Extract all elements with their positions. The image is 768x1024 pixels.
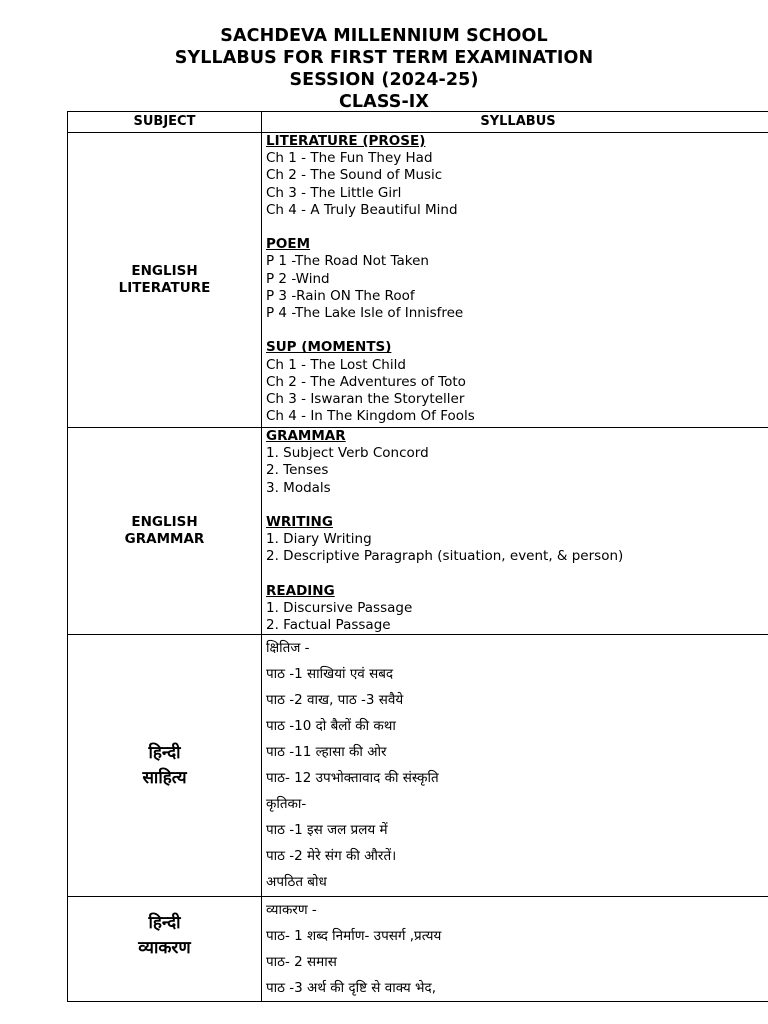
list-item: पाठ -3 अर्थ की दृष्टि से वाक्य भेद, xyxy=(266,980,436,997)
list-item: P 4 -The Lake Isle of Innisfree xyxy=(266,305,464,322)
table-row xyxy=(68,635,768,897)
subject-name-line: LITERATURE xyxy=(118,280,211,296)
subject-name-line: ENGLISH xyxy=(131,513,198,530)
table-header-row xyxy=(68,112,768,133)
table-row xyxy=(68,897,768,1002)
list-item: पाठ -2 वाख, पाठ -3 सवैये xyxy=(266,692,404,709)
section-heading: GRAMMAR xyxy=(266,428,346,444)
syllabus-cell xyxy=(262,897,768,1002)
list-item: P 2 -Wind xyxy=(266,270,330,287)
list-item: 2. Descriptive Paragraph (situation, event, & person) xyxy=(266,548,624,565)
subject-name-line: व्याकरण xyxy=(138,938,191,959)
syllabus-column-header: SYLLABUS xyxy=(262,112,768,133)
list-item: Ch 2 - The Adventures of Toto xyxy=(266,373,466,390)
subject-name-line: GRAMMAR xyxy=(124,531,205,548)
list-item: 1. Diary Writing xyxy=(266,531,372,548)
subject-name-line: हिन्दी xyxy=(148,742,181,763)
list-item: पाठ -11 ल्हासा की ओर xyxy=(266,744,387,761)
list-item: Ch 4 - In The Kingdom Of Fools xyxy=(266,408,475,425)
list-item: Ch 3 - The Little Girl xyxy=(266,184,402,201)
list-item: कृतिका- xyxy=(266,796,307,813)
class-label: CLASS-IX xyxy=(338,92,430,112)
list-item: Ch 1 - The Fun They Had xyxy=(266,150,433,167)
table-row xyxy=(68,428,768,635)
section-heading: SUP (MOMENTS) xyxy=(266,339,392,356)
list-item: Ch 1 - The Lost Child xyxy=(266,356,406,373)
list-item: Ch 2 - The Sound of Music xyxy=(266,167,443,184)
list-item: Ch 4 - A Truly Beautiful Mind xyxy=(266,201,458,218)
syllabus-cell xyxy=(262,133,768,428)
syllabus-cell xyxy=(262,428,768,635)
list-item: पाठ -10 दो बैलों की कथा xyxy=(266,718,396,735)
list-item: 1. Subject Verb Concord xyxy=(266,445,429,462)
document-title: SYLLABUS FOR FIRST TERM EXAMINATION xyxy=(174,48,594,68)
list-item: पाठ -1 साखियां एवं सबद xyxy=(266,666,394,683)
list-item: अपठित बोध xyxy=(266,874,327,891)
school-name: SACHDEVA MILLENNIUM SCHOOL xyxy=(220,26,548,46)
list-item: 1. Discursive Passage xyxy=(266,600,413,616)
list-item: पाठ- 2 समास xyxy=(266,954,337,971)
section-heading: POEM xyxy=(266,236,311,253)
section-heading: WRITING xyxy=(266,514,333,530)
list-item: पाठ- 12 उपभोक्तावाद की संस्कृति xyxy=(266,770,439,787)
subject-cell xyxy=(68,428,262,635)
table-row xyxy=(68,133,768,428)
list-item: 3. Modals xyxy=(266,479,331,496)
session-label: SESSION (2024-25) xyxy=(289,70,479,90)
list-item: 2. Tenses xyxy=(266,462,329,479)
subject-cell xyxy=(68,635,262,897)
list-item: पाठ- 1 शब्द निर्माण- उपसर्ग ,प्रत्यय xyxy=(266,928,442,945)
list-item: व्याकरण - xyxy=(266,902,317,919)
document-header xyxy=(0,25,768,113)
section-heading: LITERATURE (PROSE) xyxy=(266,133,426,149)
subject-name-line: ENGLISH xyxy=(131,262,198,279)
subject-cell xyxy=(68,897,262,1002)
subject-column-header: SUBJECT xyxy=(68,112,262,133)
list-item: पाठ -2 मेरे संग की औरतें। xyxy=(266,848,397,865)
subject-cell xyxy=(68,133,262,428)
list-item: Ch 3 - Iswaran the Storyteller xyxy=(266,391,465,408)
section-heading: READING xyxy=(266,582,335,599)
subject-name-line: हिन्दी xyxy=(148,913,181,934)
list-item: P 3 -Rain ON The Roof xyxy=(266,287,415,304)
list-item: 2. Factual Passage xyxy=(266,617,391,634)
list-item: पाठ -1 इस जल प्रलय में xyxy=(266,822,388,839)
subject-name-line: साहित्य xyxy=(142,767,187,788)
syllabus-cell xyxy=(262,635,768,897)
list-item: क्षितिज - xyxy=(266,640,310,657)
list-item: P 1 -The Road Not Taken xyxy=(266,253,429,270)
syllabus-table xyxy=(67,111,768,1002)
